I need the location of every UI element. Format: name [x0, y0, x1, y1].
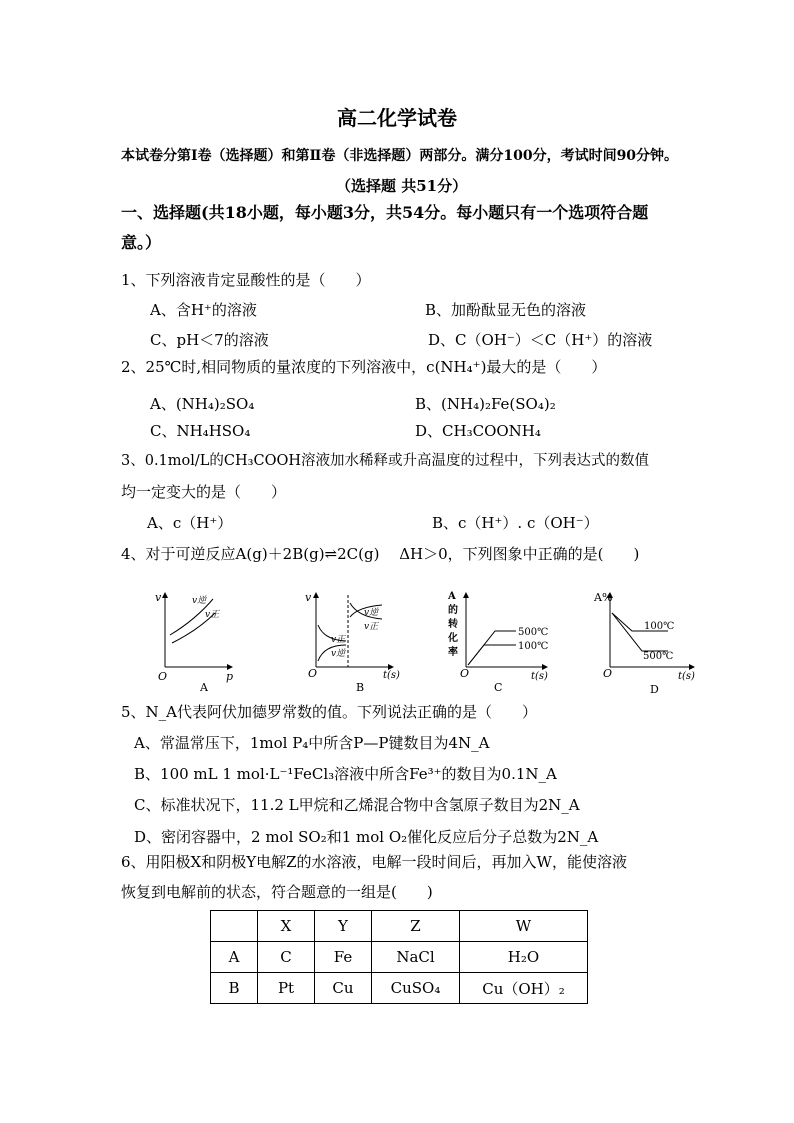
- table-cell: B: [211, 973, 258, 1004]
- graph-b-ylabel: v: [305, 591, 312, 604]
- table-cell: [211, 911, 258, 942]
- graph-b-v-zheng-1: v正: [331, 635, 346, 645]
- graph-b-v-ni-2: v逆: [364, 608, 379, 618]
- graph-c-line-500: [468, 631, 516, 665]
- q1-option-b: B、加酚酞显无色的溶液: [425, 301, 587, 319]
- table-cell: Y: [315, 911, 372, 942]
- q3-stem-line1: 3、0.1mol/L的CH₃COOH溶液加水稀释或升高温度的过程中，下列表达式的数值: [121, 453, 649, 469]
- q5-option-a: A、常温常压下，1mol P₄中所含P—P键数目为4N_A: [134, 734, 490, 752]
- graph-d-xlabel: t(s): [678, 671, 695, 682]
- table-cell: NaCl: [372, 942, 460, 973]
- graph-c-label-100: 100℃: [518, 641, 549, 652]
- graph-b: [305, 591, 400, 694]
- q2-option-d: D、CH₃COONH₄: [415, 422, 541, 440]
- table-cell: A: [211, 942, 258, 973]
- table-header-row: [211, 911, 588, 942]
- graph-b-xlabel: t(s): [383, 670, 400, 681]
- graph-c-ylabel-2: 转: [448, 619, 458, 630]
- graph-a: [155, 591, 233, 694]
- graph-b-v-zheng-2: v正: [364, 622, 379, 632]
- graph-c-line-100: [468, 645, 516, 665]
- graph-d-ylabel: A%: [594, 591, 613, 604]
- section-header: （选择题 共51分）: [336, 177, 468, 195]
- q1-option-c: C、pH＜7的溶液: [150, 331, 269, 349]
- graph-c-label-500: 500℃: [518, 627, 549, 638]
- graph-a-v-zheng: v正: [205, 610, 220, 620]
- table-cell: X: [258, 911, 315, 942]
- q3-option-a: A、c（H⁺）: [147, 514, 233, 532]
- q2-option-c: C、NH₄HSO₄: [150, 422, 251, 440]
- graph-c-xlabel: t(s): [531, 671, 548, 682]
- q5-option-c: C、标准状况下，11.2 L甲烷和乙烯混合物中含氢原子数目为2N_A: [134, 796, 580, 814]
- part1-instruction-line2: 意。）: [121, 233, 162, 252]
- graph-b-v-ni-1: v逆: [331, 649, 346, 659]
- graph-c-ylabel-4: 率: [448, 647, 458, 658]
- graph-c-ylabel-1: 的: [448, 605, 458, 616]
- q3-stem-line2: 均一定变大的是（ ）: [121, 483, 287, 501]
- graph-c-ylabel-0: A: [448, 591, 456, 602]
- graph-d-line-500: [612, 613, 668, 651]
- q4-stem: 4、对于可逆反应A(g)＋2B(g)⇌2C(g) ΔH＞0，下列图象中正确的是( ): [121, 545, 640, 563]
- q1-stem: 1、下列溶液肯定显酸性的是（ ）: [121, 271, 371, 289]
- q1-option-a: A、含H⁺的溶液: [150, 301, 257, 319]
- q5-option-d: D、密闭容器中，2 mol SO₂和1 mol O₂催化反应后分子总数为2N_A: [134, 828, 599, 846]
- table-cell: Cu: [315, 973, 372, 1004]
- q2-option-a: A、(NH₄)₂SO₄: [150, 395, 255, 413]
- table-cell: C: [258, 942, 315, 973]
- q5-option-b: B、100 mL 1 mol·L⁻¹FeCl₃溶液中所含Fe³⁺的数目为0.1N_A: [134, 765, 557, 783]
- q6-stem-line1: 6、用阳极X和阴极Y电解Z的水溶液，电解一段时间后，再加入W，能使溶液: [121, 853, 627, 871]
- q6-stem-line2: 恢复到电解前的状态，符合题意的一组是( ): [121, 883, 433, 901]
- q2-option-b: B、(NH₄)₂Fe(SO₄)₂: [415, 395, 556, 413]
- exam-intro: 本试卷分第Ⅰ卷（选择题）和第Ⅱ卷（非选择题）两部分。满分100分，考试时间90分钟。: [121, 148, 679, 164]
- q3-option-b: B、c（H⁺）. c（OH⁻）: [432, 514, 599, 532]
- table-cell: Fe: [315, 942, 372, 973]
- q4-graphs: [0, 585, 794, 715]
- table-cell: Z: [372, 911, 460, 942]
- graph-a-origin: O: [158, 670, 168, 683]
- table-cell: W: [460, 911, 588, 942]
- page-title: 高二化学试卷: [337, 106, 457, 130]
- graph-d: [593, 591, 695, 696]
- graph-c-origin: O: [460, 667, 470, 680]
- graph-a-ylabel: v: [155, 591, 162, 604]
- q5-stem: 5、N_A代表阿伏加德罗常数的值。下列说法正确的是（ ）: [121, 703, 538, 721]
- part1-instruction-line1: 一、选择题(共18小题，每小题3分，共54分。每小题只有一个选项符合题: [121, 203, 649, 222]
- graph-d-caption: D: [650, 683, 659, 696]
- graph-d-label-500: 500℃: [643, 651, 674, 662]
- table-cell: H₂O: [460, 942, 588, 973]
- graph-d-label-100: 100℃: [644, 621, 675, 632]
- graph-d-origin: O: [603, 667, 613, 680]
- table-row: [211, 973, 588, 1004]
- graph-b-caption: B: [356, 681, 365, 694]
- table-cell: CuSO₄: [372, 973, 460, 1004]
- table-cell: Pt: [258, 973, 315, 1004]
- graph-a-caption: A: [200, 681, 208, 694]
- graph-b-origin: O: [308, 667, 318, 680]
- graph-a-xlabel: p: [226, 670, 234, 683]
- graph-a-v-ni: v逆: [192, 596, 207, 606]
- table-row: [211, 942, 588, 973]
- table-cell: Cu（OH）₂: [460, 973, 588, 1004]
- graph-c-ylabel-3: 化: [448, 633, 458, 644]
- graph-c-caption: C: [494, 681, 503, 694]
- graph-c: [447, 591, 548, 694]
- q2-stem: 2、25℃时,相同物质的量浓度的下列溶液中，c(NH₄⁺)最大的是（ ）: [121, 358, 607, 376]
- q6-table: [210, 910, 588, 1004]
- q1-option-d: D、C（OH⁻）＜C（H⁺）的溶液: [428, 331, 653, 349]
